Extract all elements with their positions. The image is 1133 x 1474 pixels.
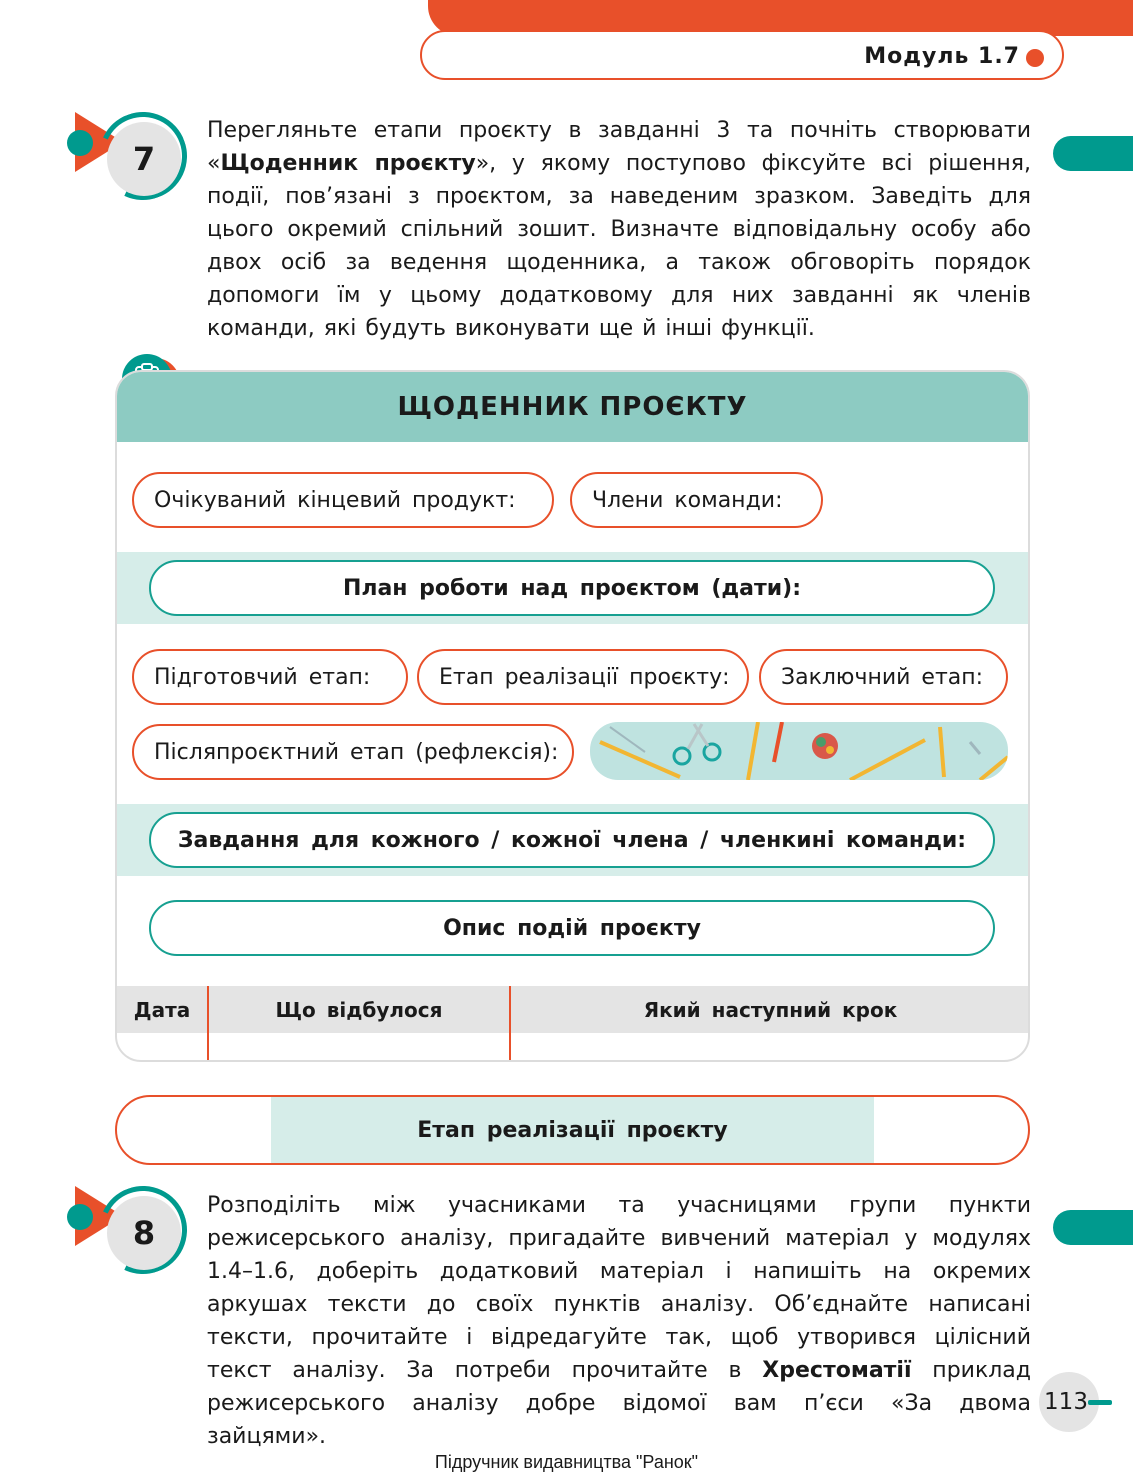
stage-bar xyxy=(115,1095,1030,1165)
task-number: 7 xyxy=(107,122,181,196)
table-header-next: Який наступний крок xyxy=(643,997,898,1022)
page-number-dash xyxy=(1088,1400,1112,1405)
table-divider xyxy=(509,986,511,1062)
tasks-each-heading: Завдання для кожного / кожної члена / членкині команди: xyxy=(149,812,995,868)
events-desc-heading: Опис подій проєкту xyxy=(149,900,995,956)
stage-bar-label: Етап реалізації проєкту xyxy=(417,1117,728,1143)
diary-card xyxy=(115,370,1030,1062)
stage-post-field: Післяпроєктний етап (рефлексія): xyxy=(132,724,574,780)
diary-title: ЩОДЕННИК ПРОЄКТУ xyxy=(397,392,748,422)
table-divider xyxy=(207,986,209,1062)
work-plan-heading: План роботи над проєктом (дати): xyxy=(149,560,995,616)
table-header-what: Що відбулося xyxy=(275,997,443,1022)
module-label: Модуль 1.7 xyxy=(864,44,1020,69)
side-tab xyxy=(1053,136,1133,171)
task-7-badge xyxy=(67,112,197,212)
publisher-footer: Підручник видавництва "Ранок" xyxy=(434,1452,699,1472)
stage-impl-field: Етап реалізації проєкту: xyxy=(417,649,749,705)
side-tab xyxy=(1053,1210,1133,1245)
stage-prep-field: Підготовчий етап: xyxy=(132,649,408,705)
module-pill xyxy=(420,30,1064,80)
table-header-date: Дата xyxy=(133,997,191,1022)
dot-icon xyxy=(67,130,93,156)
stationery-illustration xyxy=(590,722,1008,780)
task-8-text: Розподіліть між учасниками та учасницями групи пункти режисерського аналізу, пригадайте вивчений матеріал у модулях 1.4–1.6, доберіть додатковий матеріал і напишіть на окремих аркушах тексти до своїх пунктів аналізу. Об’єднайте написані тексти, прочитайте і відредагуйте так, щоб утворився цілісний текст аналізу. За потреби прочитайте в Хрестоматії приклад режисерського аналізу добре відомої вам п’єси «За двома зайцями». xyxy=(207,1193,1032,1449)
task-7-text: Перегляньте етапи проєкту в завданні 3 та почніть створювати «Щоденник проєкту», у якому поступово фіксуйте всі рішення, події, пов’язані з проєктом, за наведеним зразком. Заведіть для цього окремий спільний зошит. Визначте відповідальну особу або двох осіб за ведення щоденника, а також обговоріть порядок допомоги їм у цьому додатковому для них завданні як членів команди, які будуть виконувати ще й інші функції. xyxy=(207,118,1031,341)
module-dot-icon xyxy=(1026,49,1044,67)
page-number: 113 xyxy=(1044,1389,1088,1415)
task-number: 8 xyxy=(107,1196,181,1270)
team-members-field: Члени команди: xyxy=(570,472,823,528)
dot-icon xyxy=(67,1204,93,1230)
task-8-badge xyxy=(67,1186,197,1286)
expected-product-field: Очікуваний кінцевий продукт: xyxy=(132,472,554,528)
stage-final-field: Заключний етап: xyxy=(759,649,1008,705)
